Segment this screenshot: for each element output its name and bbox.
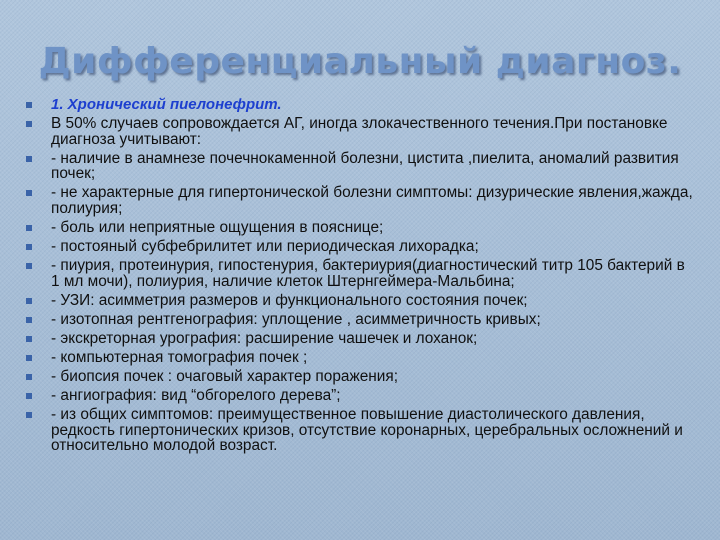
- bullet-list: [26, 97, 694, 457]
- bullet-square-icon: [26, 298, 32, 304]
- list-item-text: - наличие в анамнезе почечнокаменной болезни, цистита ,пиелита, аномалий развития почек;: [51, 149, 679, 183]
- list-item-text: - УЗИ: асимметрия размеров и функционального состояния почек;: [51, 291, 528, 309]
- bullet-square-icon: [26, 190, 32, 196]
- bullet-square-icon: [26, 225, 32, 231]
- list-item-text: - изотопная рентгенография: уплощение , асимметричность кривых;: [51, 310, 541, 328]
- list-item-text: - биопсия почек : очаговый характер поражения;: [51, 368, 399, 386]
- list-item: [26, 116, 694, 147]
- list-item: [26, 312, 694, 328]
- bullet-square-icon: [26, 121, 32, 127]
- list-item: [26, 331, 694, 347]
- list-item-text: - не характерные для гипертонической болезни симптомы: дизурические явления,жажда, полиурия;: [51, 184, 693, 217]
- slide-title: Дифференциальный диагноз.: [38, 41, 682, 82]
- bullet-square-icon: [26, 355, 32, 361]
- list-item-text: В 50% случаев сопровождается АГ, иногда злокачественного течения.При постановке диагноза учитывают:: [51, 115, 668, 148]
- list-item-text: - боль или неприятные ощущения в пояснице;: [51, 218, 384, 236]
- list-item: [26, 293, 694, 309]
- list-item: [26, 369, 694, 385]
- list-item-text: - ангиография: вид “обгорелого дерева”;: [51, 387, 341, 405]
- list-item: [26, 151, 694, 182]
- bullet-square-icon: [26, 156, 32, 162]
- bullet-square-icon: [26, 263, 32, 269]
- list-item-text: - пиурия, протеинурия, гипостенурия, бактериурия(диагностический титр 105 бактерий в 1 мл мочи), полиурия, наличие клеток Штернгеймера-Мальбина;: [51, 257, 685, 290]
- bullet-square-icon: [26, 374, 32, 380]
- list-item-text: 1. Хронический пиелонефрит.: [51, 96, 282, 113]
- bullet-square-icon: [26, 412, 32, 418]
- list-item: [26, 185, 694, 216]
- list-item-text: - компьютерная томография почек ;: [51, 348, 308, 366]
- list-item-text: - постояный субфебрилитет или периодическая лихорадка;: [51, 237, 479, 255]
- bullet-square-icon: [26, 244, 32, 250]
- bullet-square-icon: [26, 317, 32, 323]
- list-item-text: - экскреторная урография: расширение чашечек и лоханок;: [51, 329, 478, 347]
- list-item: [26, 407, 694, 454]
- list-item: [26, 388, 694, 404]
- list-item: [26, 97, 694, 113]
- list-item: [26, 239, 694, 255]
- bullet-square-icon: [26, 393, 32, 399]
- bullet-square-icon: [26, 102, 32, 108]
- list-item: [26, 258, 694, 289]
- list-item: [26, 350, 694, 366]
- list-item: [26, 220, 694, 236]
- list-item-text: - из общих симптомов: преимущественное повышение диастолического давления, редкость гипертонических кризов, отсутствие коронарных, церебральных осложнений и относительно молодой возраст.: [51, 406, 683, 455]
- bullet-square-icon: [26, 336, 32, 342]
